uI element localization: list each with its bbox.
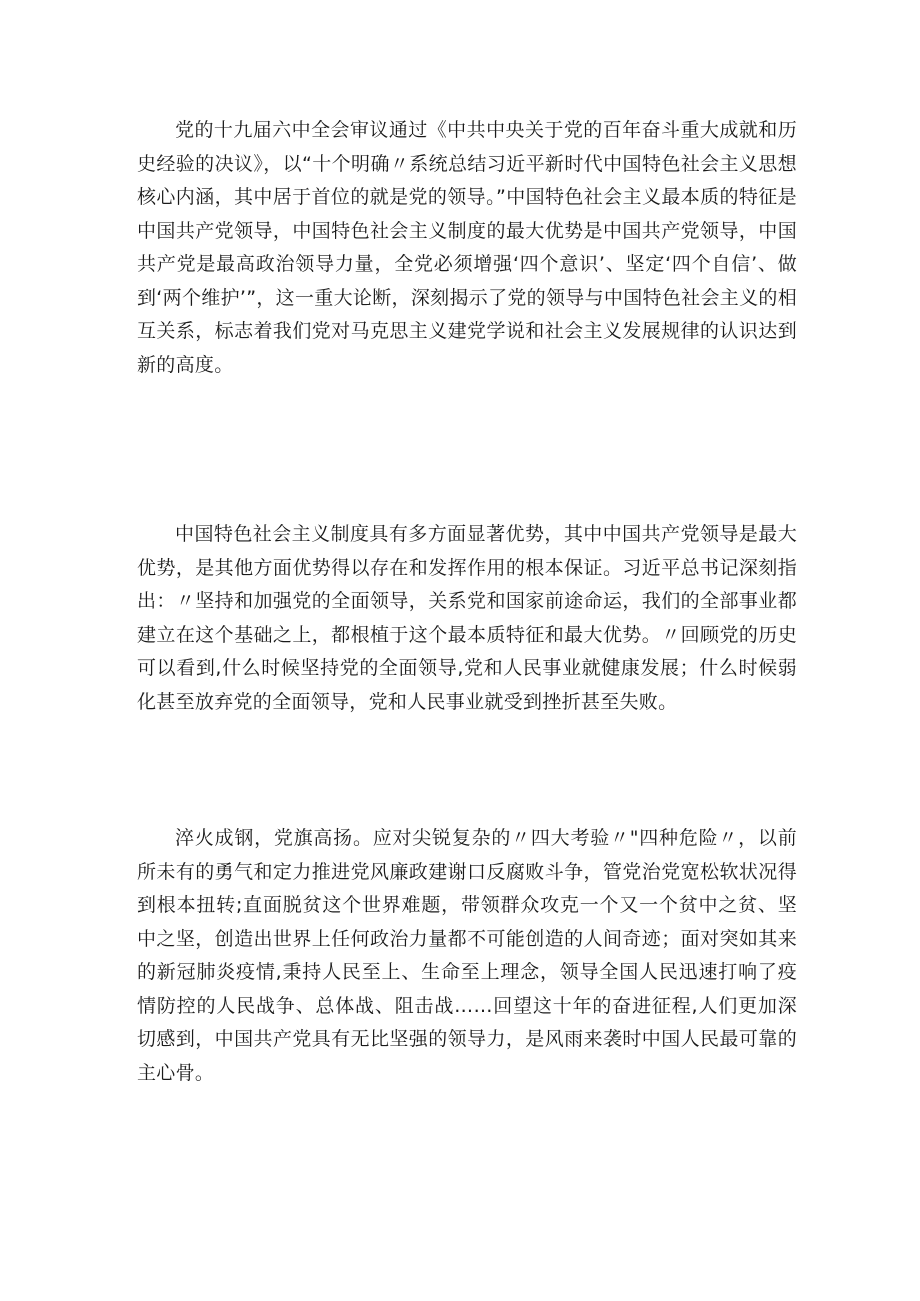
paragraph-3: 淬火成钢，党旗高扬。应对尖锐复杂的〃四大考验〃"四种危险〃，以前所未有的勇气和定力推进党风廉政建谢口反腐败斗争，管党治党宽松软状况得到根本扭转;直面脱贫这个世界难题，带领群众攻克一个又一个贫中之贫、坚中之坚，创造出世界上任何政治力量都不可能创造的人间奇迹；面对突如其来的新冠肺炎疫情,秉持人民至上、生命至上理念，领导全国人民迅速打响了疫情防控的人民战争、总体战、阻击战……回望这十年的奋进征程,人们更加深切感到，中国共产党具有无比坚强的领导力，是风雨来袭时中国人民最可靠的主心骨。	[137, 827, 797, 1084]
paragraph-1: 党的十九届六中全会审议通过《中共中央关于党的百年奋斗重大成就和历史经验的决议》，以“十个明确〃系统总结习近平新时代中国特色社会主义思想核心内涵，其中居于首位的就是党的领导。”中国特色社会主义最本质的特征是中国共产党领导，中国特色社会主义制度的最大优势是中国共产党领导，中国共产党是最高政治领导力量，全党必须增强‘四个意识’、坚定‘四个自信’、做到‘两个维护’”，这一重大论断，深刻揭示了党的领导与中国特色社会主义的相互关系，标志着我们党对马克思主义建党学说和社会主义发展规律的认识达到新的高度。	[137, 119, 797, 376]
paragraph-2: 中国特色社会主义制度具有多方面显著优势，其中中国共产党领导是最大优势，是其他方面优势得以存在和发挥作用的根本保证。习近平总书记深刻指出：〃坚持和加强党的全面领导，关系党和国家前途命运，我们的全部事业都建立在这个基础之上，都根植于这个最本质特征和最大优势。〃回顾党的历史可以看到,什么时候坚持党的全面领导,党和人民事业就健康发展；什么时候弱化甚至放弃党的全面领导，党和人民事业就受到挫折甚至失败。	[137, 523, 797, 713]
